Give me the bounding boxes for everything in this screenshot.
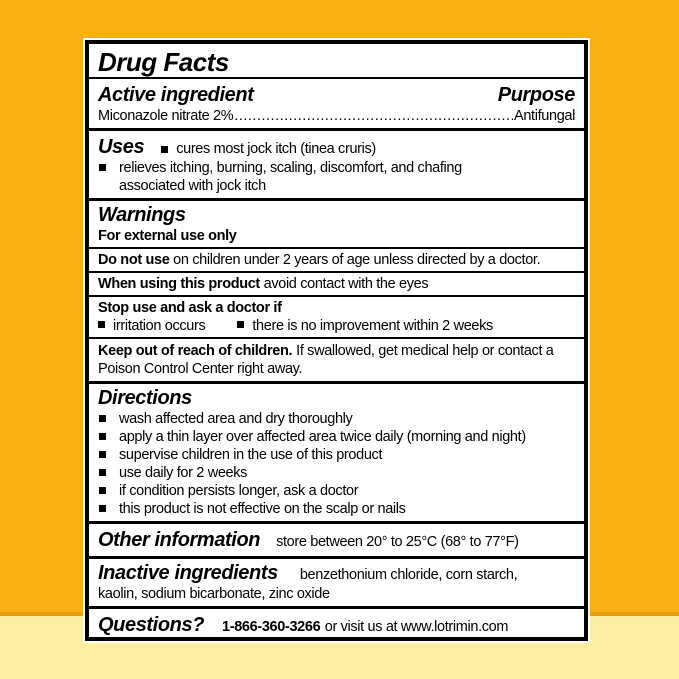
directions-bullet: this product is not effective on the scalp or nails xyxy=(98,500,575,518)
directions-bullet: wash affected area and dry thoroughly xyxy=(98,410,575,428)
inactive-ingredients-heading: Inactive ingredients xyxy=(98,562,278,584)
directions-bullet: use daily for 2 weeks xyxy=(98,464,575,482)
external-use-text: For external use only xyxy=(98,228,237,244)
bullet-square-icon xyxy=(99,469,106,476)
warnings-divider xyxy=(89,247,584,249)
purpose-heading: Purpose xyxy=(497,84,575,106)
stop-use-heading: Stop use and ask a doctor if xyxy=(98,300,282,316)
bullet-square-icon xyxy=(99,451,106,458)
questions-text: or visit us at www.lotrimin.com xyxy=(324,619,509,635)
directions-section xyxy=(98,384,575,521)
directions-heading: Directions xyxy=(98,387,192,409)
directions-bullet: supervise children in the use of this product xyxy=(98,446,575,464)
questions-section xyxy=(98,609,575,641)
other-information-section xyxy=(98,524,575,556)
uses-section xyxy=(98,131,575,198)
bullet-square-icon xyxy=(237,321,244,328)
warnings-divider xyxy=(89,295,584,297)
directions-bullet: apply a thin layer over affected area twice daily (morning and night) xyxy=(98,428,575,446)
warnings-section xyxy=(98,201,575,381)
bullet-square-icon xyxy=(99,415,106,422)
stop-use-bullets: irritation occurs there is no improvement within 2 weeks xyxy=(98,317,575,335)
drug-facts-panel xyxy=(85,40,588,641)
keep-out-text: Keep out of reach of children. If swallowed, get medical help or contact a Poison Control Center right away. xyxy=(98,343,554,377)
uses-heading: Uses xyxy=(98,136,145,158)
do-not-use-text: Do not use on children under 2 years of age unless directed by a doctor. xyxy=(98,252,541,268)
other-information-heading: Other information xyxy=(98,529,261,551)
other-information-text: store between 20° to 25°C (68° to 77°F) xyxy=(276,534,519,550)
purpose-value: Antifungal xyxy=(514,108,575,124)
questions-heading: Questions? xyxy=(98,614,205,636)
dot-leader xyxy=(234,107,513,125)
bullet-square-icon xyxy=(99,433,106,440)
directions-bullet: if condition persists longer, ask a doctor xyxy=(98,482,575,500)
bullet-square-icon xyxy=(98,321,105,328)
active-ingredient-heading: Active ingredient xyxy=(98,84,254,106)
drug-facts-title: Drug Facts xyxy=(98,47,229,77)
bullet-square-icon xyxy=(99,487,106,494)
inactive-ingredients-text: benzethonium chloride, corn starch, kaolin, sodium bicarbonate, zinc oxide xyxy=(98,567,518,602)
uses-bullet-2: relieves itching, burning, scaling, discomfort, and chafing associated with jock itch xyxy=(98,159,531,195)
warnings-heading: Warnings xyxy=(98,204,186,226)
uses-bullet-1: cures most jock itch (tinea cruris) xyxy=(176,141,376,157)
active-ingredient-section xyxy=(98,79,575,128)
ingredient-name: Miconazole nitrate 2% xyxy=(98,108,234,124)
warnings-divider xyxy=(89,271,584,273)
questions-phone: 1-866-360-3266 xyxy=(222,619,321,635)
bullet-square-icon xyxy=(161,146,168,153)
inactive-ingredients-section xyxy=(98,559,528,606)
warnings-divider xyxy=(89,337,584,339)
bullet-square-icon xyxy=(99,164,106,171)
bullet-square-icon xyxy=(99,505,106,512)
when-using-text: When using this product avoid contact with the eyes xyxy=(98,276,429,292)
